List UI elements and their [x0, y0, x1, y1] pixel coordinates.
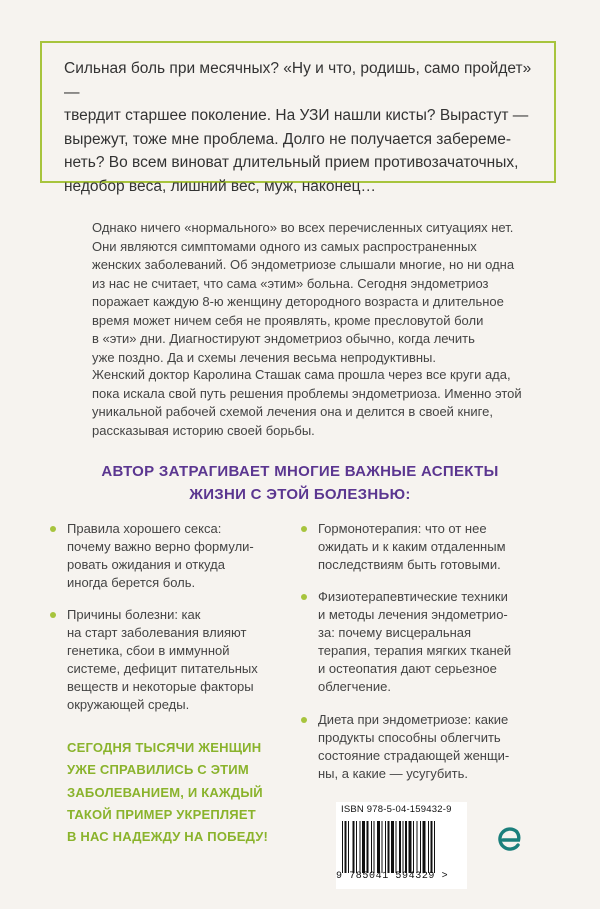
barcode-bar	[417, 821, 418, 873]
paragraph-line: в «эти» дни. Диагностируют эндометриоз обычно, когда лечить	[92, 331, 475, 346]
bullet-dot-icon	[301, 717, 307, 723]
paragraph-line: Однако ничего «нормального» во всех перечисленных ситуациях нет.	[92, 220, 514, 235]
bullet-item	[318, 520, 538, 574]
callout-line: В НАС НАДЕЖДУ НА ПОБЕДУ!	[67, 829, 269, 845]
paragraph-line: время может ничем себя не проявлять, кроме пресловутой боли	[92, 312, 484, 328]
barcode-bar	[413, 821, 414, 873]
bullet-line: продукты способны облегчить	[318, 730, 501, 745]
paragraph-line: из нас не считает, что сама «этим» больна. Сегодня эндометриоз	[92, 275, 489, 291]
barcode-bar	[420, 821, 421, 873]
bullet-dot-icon	[50, 612, 56, 618]
barcode-digits: 9 785041 594329 >	[336, 871, 449, 882]
paragraph-line: Женский доктор Каролина Сташак сама прошла через все круги ада,	[92, 367, 511, 382]
barcode-bar	[399, 821, 401, 873]
barcode-bar	[391, 821, 394, 873]
intro-paragraph	[92, 219, 532, 367]
quote-text	[64, 57, 544, 198]
paragraph-line: поражает каждую 8-ю женщину детородного возраста и длительное	[92, 294, 504, 309]
bullet-line: иногда берется боль.	[67, 575, 196, 590]
bullet-line: ны, а какие — усугубить.	[318, 766, 468, 781]
callout-line: СЕГОДНЯ ТЫСЯЧИ ЖЕНЩИН	[67, 740, 262, 755]
bullet-dot-icon	[301, 594, 307, 600]
barcode-bar	[345, 821, 347, 873]
bullet-line: облегчение.	[318, 679, 391, 694]
bullet-line: ровать ожидания и откуда	[67, 557, 225, 572]
barcode-bar	[377, 821, 380, 873]
bullet-line: Диета при эндометриозе: какие	[318, 712, 509, 727]
heading-line: АВТОР ЗАТРАГИВАЕТ МНОГИЕ ВАЖНЫЕ АСПЕКТЫ	[101, 463, 499, 480]
paragraph-line: рассказывая историю своей борьбы.	[92, 422, 315, 438]
barcode-bar	[385, 821, 386, 873]
bullet-item	[318, 588, 548, 696]
barcode-bar	[396, 821, 397, 873]
barcode-bar	[382, 821, 383, 873]
section-heading	[60, 460, 540, 506]
bullet-line: Правила хорошего секса:	[67, 521, 222, 536]
bullet-line: и методы лечения эндометрио-	[318, 607, 508, 622]
barcode-bar	[423, 821, 426, 873]
bullet-line: почему важно верно формули-	[67, 539, 254, 554]
bullet-line: Причины болезни: как	[67, 607, 201, 622]
barcode-bar	[431, 821, 433, 873]
bullet-line: ожидать и к каким отдаленным	[318, 539, 506, 554]
bullet-dot-icon	[50, 526, 56, 532]
bullet-item	[67, 606, 277, 714]
bullet-line: Гормонотерапия: что от нее	[318, 521, 487, 536]
quote-line: неть? Во всем виноват длительный прием противозачаточных,	[64, 154, 519, 171]
barcode-bars	[342, 821, 460, 873]
barcode-bar	[405, 821, 407, 873]
paragraph-line: уже поздно. Да и схемы лечения весьма непродуктивны.	[92, 349, 437, 365]
barcode-bar	[403, 821, 404, 873]
barcode-bar	[428, 821, 429, 873]
bullet-line: веществ и некоторые факторы	[67, 679, 254, 694]
barcode-bar	[360, 821, 361, 873]
bullet-line: и остеопатия дают серьезное	[318, 661, 497, 676]
bullet-line: терапия, терапия мягких тканей	[318, 643, 512, 658]
callout-text	[67, 737, 287, 848]
barcode-bar	[353, 821, 355, 873]
paragraph-line: женских заболеваний. Об эндометриозе слышали многие, но ни одна	[92, 257, 515, 272]
bullet-line: системе, дефицит питательных	[67, 661, 258, 676]
barcode-bar	[434, 821, 435, 873]
barcode-bar	[356, 821, 357, 873]
bullet-dot-icon	[301, 526, 307, 532]
barcode-bar	[388, 821, 390, 873]
barcode-bar	[367, 821, 369, 873]
barcode-bar	[374, 821, 375, 873]
bullet-item	[318, 711, 538, 783]
isbn-label: ISBN 978-5-04-159432-9	[341, 804, 452, 815]
heading-line: ЖИЗНИ С ЭТОЙ БОЛЕЗНЬЮ:	[189, 486, 411, 503]
quote-line: вырежут, тоже мне проблема. Долго не получается забереме-	[64, 130, 512, 148]
paragraph-line: Они являются симптомами одного из самых распространенных	[92, 238, 477, 254]
quote-line: твердит старшее поколение. На УЗИ нашли кисты? Вырастут —	[64, 107, 529, 124]
callout-line: ЗАБОЛЕВАНИЕМ, И КАЖДЫЙ	[67, 784, 263, 800]
bullet-item	[67, 520, 277, 592]
bullet-line: генетика, сбои в иммунной	[67, 643, 230, 658]
paragraph-line: пока искала свой путь решения проблемы эндометриоза. Именно этой	[92, 385, 522, 401]
barcode-bar	[409, 821, 412, 873]
bullet-line: последствиям быть готовыми.	[318, 557, 501, 572]
quote-line: Сильная боль при месячных? «Ну и что, родишь, само пройдет» —	[64, 60, 532, 101]
bullet-line: Физиотерапевтические техники	[318, 589, 508, 604]
bullet-line: состояние страдающей женщи-	[318, 748, 510, 763]
bullet-line: на старт заболевания влияют	[67, 625, 247, 640]
publisher-logo-icon	[497, 825, 523, 855]
barcode-bar	[371, 821, 372, 873]
bullet-line: за: почему висцеральная	[318, 625, 472, 640]
author-paragraph	[92, 366, 532, 440]
barcode-bar	[362, 821, 365, 873]
quote-line: недобор веса, лишний вес, муж, наконец…	[64, 177, 377, 195]
callout-line: ТАКОЙ ПРИМЕР УКРЕПЛЯЕТ	[67, 806, 256, 822]
barcode-bar	[342, 821, 343, 873]
callout-line: УЖЕ СПРАВИЛИСЬ С ЭТИМ	[67, 762, 249, 778]
barcode-bar	[348, 821, 349, 873]
bullet-line: окружающей среды.	[67, 697, 190, 712]
paragraph-line: уникальной рабочей схемой лечения она и делится в своей книге,	[92, 404, 493, 419]
